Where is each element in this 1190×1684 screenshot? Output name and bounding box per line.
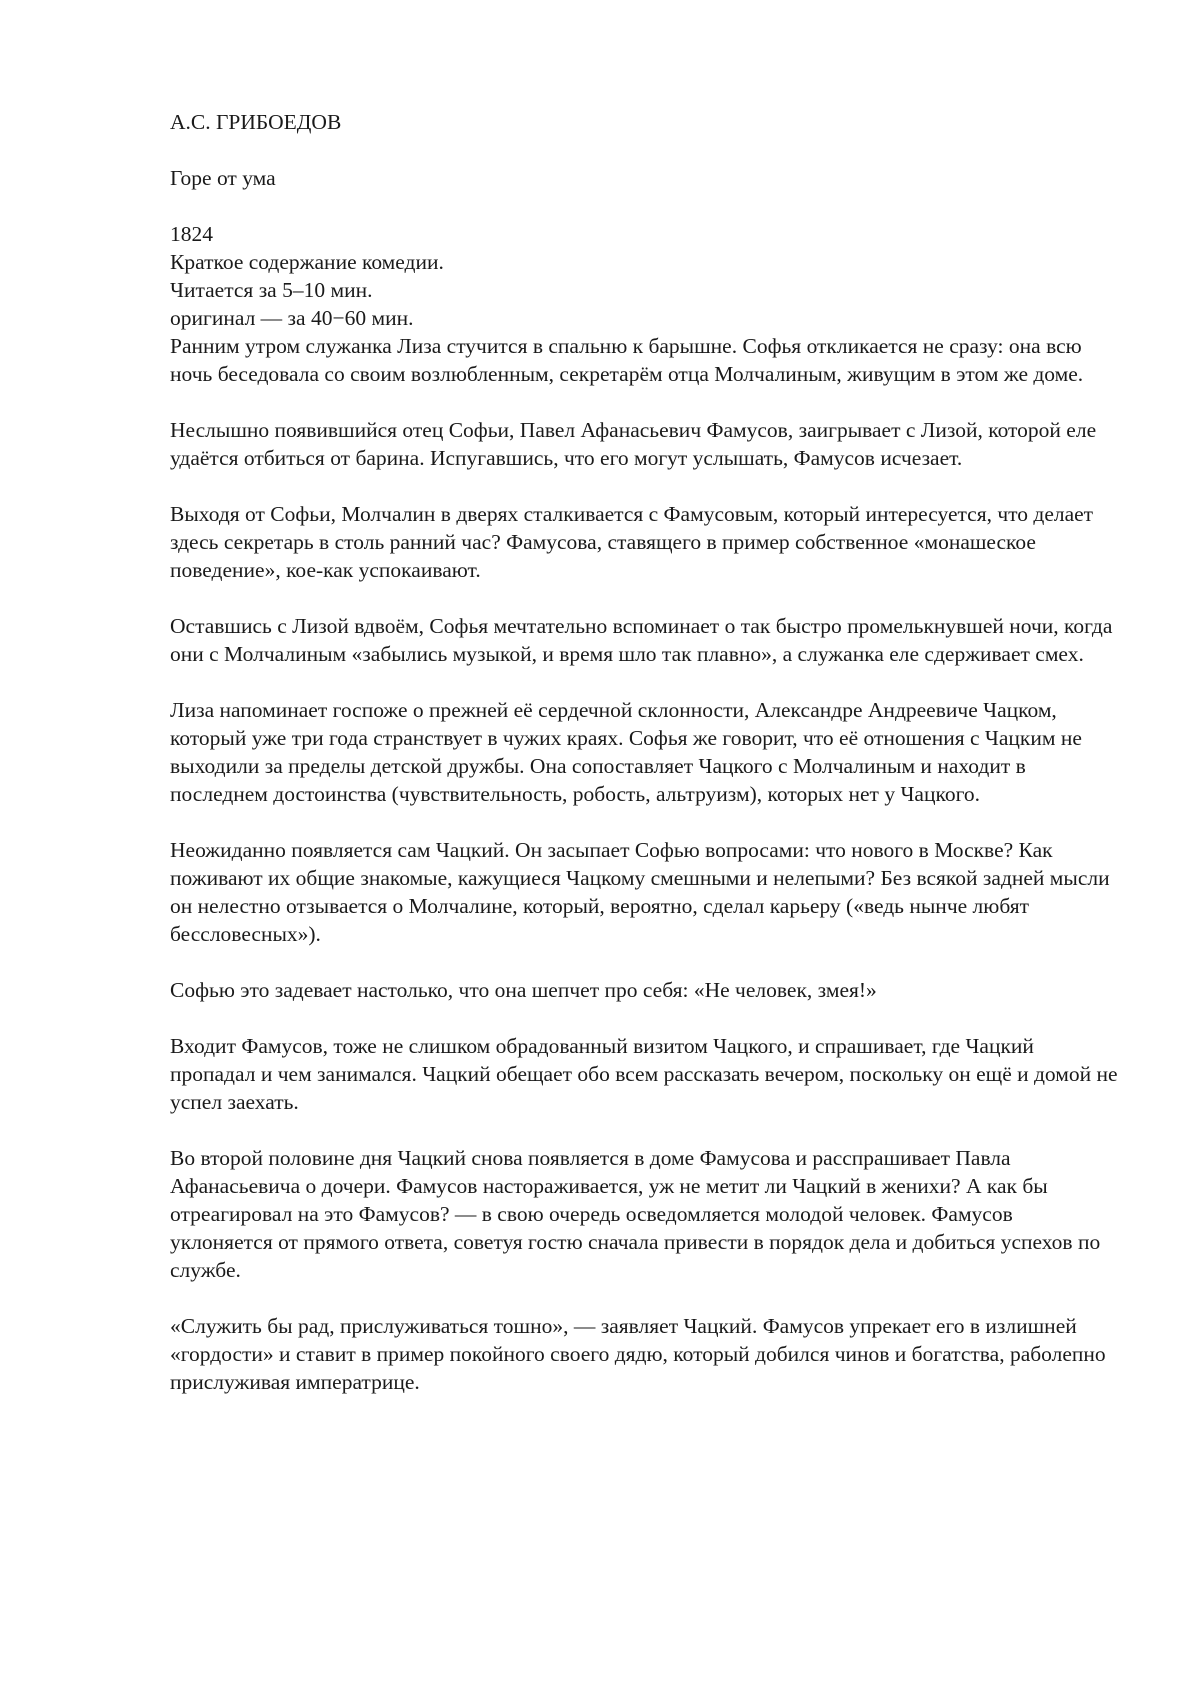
paragraph: Неожиданно появляется сам Чацкий. Он засыпает Софью вопросами: что нового в Москве? Как поживают их общие знакомые, кажущиеся Чацкому смешными и нелепыми? Без всякой задней мысли он нелестно отзывается о Молчалине, который, вероятно, сделал карьеру («ведь нынче любят бессловесных»). <box>170 838 1110 946</box>
paragraph: Во второй половине дня Чацкий снова появляется в доме Фамусова и расспрашивает Павла Афанасьевича о дочери. Фамусов настораживается, уж не метит ли Чацкий в женихи? А как бы отреагировал на это Фамусов? — в свою очередь осведомляется молодой человек. Фамусов уклоняется от прямого ответа, советуя гостю сначала привести в порядок дела и добиться успехов по службе. <box>170 1146 1101 1282</box>
author-name: А.С. ГРИБОЕДОВ <box>170 110 342 134</box>
meta-block <box>170 220 1120 332</box>
paragraph: Входит Фамусов, тоже не слишком обрадованный визитом Чацкого, и спрашивает, где Чацкий пропадал и чем занимался. Чацкий обещает обо всем рассказать вечером, поскольку он ещё и домой не успел заехать. <box>170 1034 1118 1114</box>
paragraph: Оставшись с Лизой вдвоём, Софья мечтательно вспоминает о так быстро промелькнувшей ночи, когда они с Молчалиным «забылись музыкой, и время шло так плавно», а служанка еле сдерживает смех. <box>170 614 1113 666</box>
paragraph: «Служить бы рад, прислуживаться тошно», — заявляет Чацкий. Фамусов упрекает его в излишней «гордости» и ставит в пример покойного своего дядю, который добился чинов и богатства, раболепно прислуживая императрице. <box>170 1314 1106 1394</box>
paragraph: Ранним утром служанка Лиза стучится в спальню к барышне. Софья откликается не сразу: она всю ночь беседовала со своим возлюбленным, секретарём отца Молчалиным, живущим в этом же доме. <box>170 334 1084 386</box>
paragraph: Неслышно появившийся отец Софьи, Павел Афанасьевич Фамусов, заигрывает с Лизой, которой еле удаётся отбиться от барина. Испугавшись, что его могут услышать, Фамусов исчезает. <box>170 418 1097 470</box>
original-read-time: оригинал — за 40−60 мин. <box>170 306 414 330</box>
document-page <box>170 108 1120 1424</box>
summary-label: Краткое содержание комедии. <box>170 250 444 274</box>
paragraph: Софью это задевает настолько, что она шепчет про себя: «Не человек, змея!» <box>170 978 877 1002</box>
paragraph: Лиза напоминает госпоже о прежней её сердечной склонности, Александре Андреевиче Чацком, который уже три года странствует в чужих краях. Софья же говорит, что её отношения с Чацким не выходили за пределы детской дружбы. Она сопоставляет Чацкого с Молчалиным и находит в последнем достоинства (чувствительность, робость, альтруизм), которых нет у Чацкого. <box>170 698 1082 806</box>
work-title: Горе от ума <box>170 166 276 190</box>
paragraph: Выходя от Софьи, Молчалин в дверях сталкивается с Фамусовым, который интересуется, что делает здесь секретарь в столь ранний час? Фамусова, ставящего в пример собственное «монашеское поведение», кое-как успокаивают. <box>170 502 1094 582</box>
read-time: Читается за 5–10 мин. <box>170 278 373 302</box>
publication-year: 1824 <box>170 222 213 246</box>
